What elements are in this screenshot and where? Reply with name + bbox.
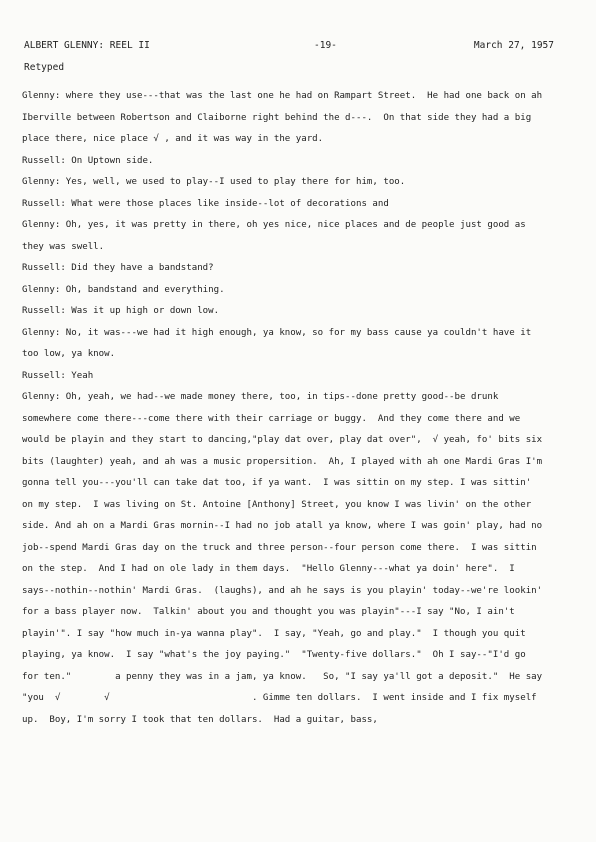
- utterance-text: On Uptown side.: [65, 155, 154, 166]
- header-date: March 27, 1957: [473, 40, 554, 51]
- transcript-paragraph: [22, 366, 546, 388]
- transcript-paragraph: [22, 172, 546, 194]
- page-number: -19-: [314, 40, 337, 51]
- speaker-label: Russell:: [22, 306, 66, 316]
- transcript-paragraph: [22, 258, 546, 280]
- utterance-text: Yeah: [65, 370, 94, 381]
- transcript-paragraph: [22, 323, 546, 366]
- transcript-paragraph: [22, 301, 546, 323]
- speaker-label: Russell:: [22, 263, 66, 273]
- speaker-label: Russell:: [22, 370, 66, 381]
- header-reel-label: ALBERT GLENNY: REEL II: [24, 40, 150, 51]
- speaker-label: Glenny:: [22, 392, 61, 402]
- speaker-label: Glenny:: [22, 91, 61, 101]
- utterance-text: where they use---that was the last one he had on Rampart Street. He had one back on ah Iberville between Robertson and Claiborne right behind the d---. On that side they had a big place there, nice place √ , and it was way in the yard.: [22, 91, 548, 144]
- transcript-body: [22, 86, 546, 731]
- transcript-paragraph: [22, 86, 546, 151]
- utterance-text: What were those places like inside--lot of decorations and: [65, 198, 389, 209]
- transcript-paragraph: [22, 215, 546, 258]
- speaker-label: Glenny:: [22, 327, 61, 338]
- transcript-paragraph: [22, 387, 546, 731]
- transcript-paragraph: [22, 280, 546, 302]
- utterance-text: Yes, well, we used to play--I used to play there for him, too.: [60, 177, 406, 187]
- page-header: [24, 40, 572, 54]
- speaker-label: Glenny:: [22, 220, 61, 230]
- utterance-text: Oh, bandstand and everything.: [60, 284, 225, 295]
- transcript-paragraph: [22, 194, 546, 216]
- transcript-paragraph: [22, 151, 546, 173]
- retyped-note: Retyped: [24, 62, 65, 73]
- utterance-text: Did they have a bandstand?: [65, 263, 214, 273]
- speaker-label: Russell:: [22, 155, 66, 166]
- utterance-text: Oh, yeah, we had--we made money there, too, in tips--done pretty good--be drunk somewhere come there---come there with their carriage or buggy. And they come there and we would be playin and they start to dancing,"play dat over, play dat over", √ yeah, fo' bits six bits (laughter) yeah, and ah was a music propersition. Ah, I played with ah one Mardi Gras I'm gonna tell you---you'll can take dat too, if ya want. I was sittin on my step. I was sittin' on my step. I was living on St. Antoine [Anthony] Street, you know I was livin' on the other side. And ah on a Mardi Gras mornin--I had no job atall ya know, where I was goin' play, had no job--spend Mardi Gras day on the truck and three person--four person come there. I was sittin on the step. And I had on ole lady in them days. "Hello Glenny---what ya doin' here". I says--nothin--nothin' Mardi Gras. (laughs), and ah he says is you playin' today--we're lookin' for a bass player now. Talkin' about you and thought you was playin"---I say "No, I ain't playin'". I say "how much in-ya wanna play". I say, "Yeah, go and play." I though you quit playing, ya know. I say "what's the joy paying." "Twenty-five dollars." Oh I say--"I'd go for ten." a penny they was in a jam, ya know. So, "I say ya'll got a deposit." He say "you √ √ . Gimme ten dollars. I went inside and I fix myself up. Boy, I'm sorry I took that ten dollars. Had a guitar, bass,: [22, 392, 548, 725]
- speaker-label: Glenny:: [22, 284, 61, 295]
- utterance-text: No, it was---we had it high enough, ya know, so for my bass cause ya couldn't have it too low, ya know.: [22, 327, 537, 359]
- utterance-text: Oh, yes, it was pretty in there, oh yes nice, nice places and de people just good as they was swell.: [22, 220, 532, 252]
- utterance-text: Was it up high or down low.: [65, 306, 220, 316]
- speaker-label: Glenny:: [22, 177, 61, 187]
- speaker-label: Russell:: [22, 198, 66, 209]
